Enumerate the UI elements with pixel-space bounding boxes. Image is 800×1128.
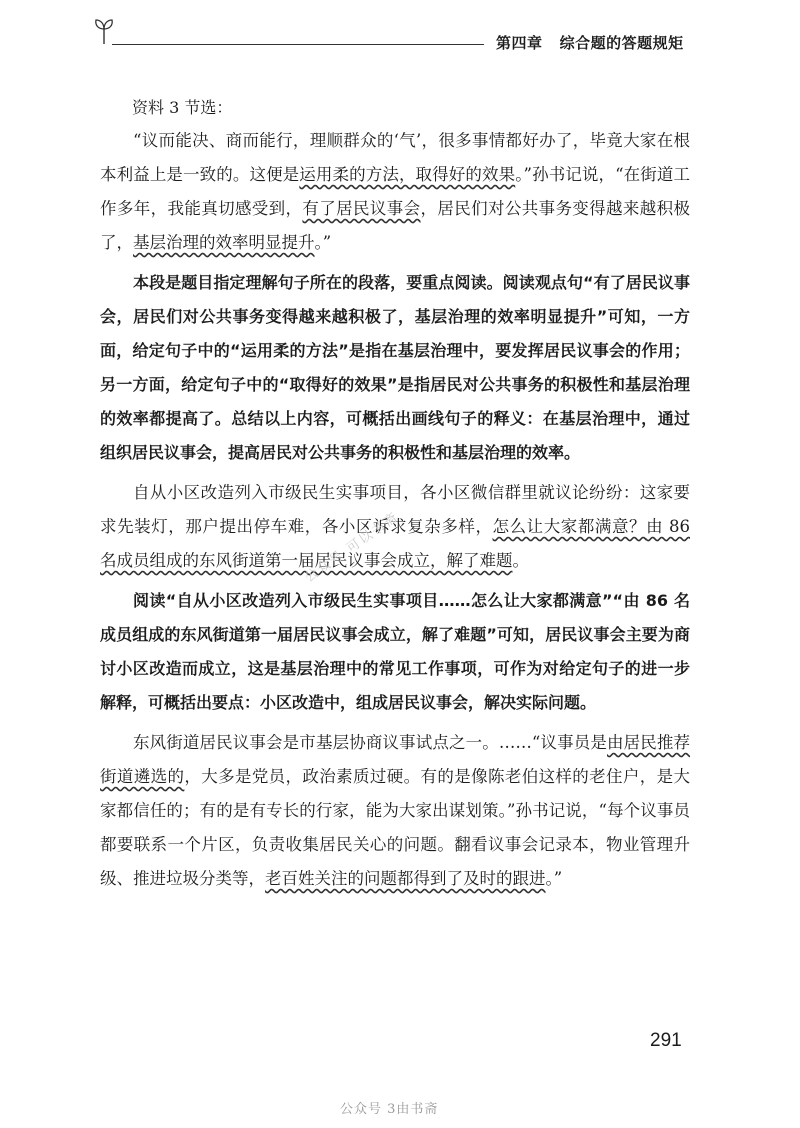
underlined-phrase: 怎么让大家都满意？: [492, 517, 647, 536]
analysis-paragraph-2: 阅读“自从小区改造列入市级民生实事项目……怎么让大家都满意”“由 86 名成员组成的东风街道第一届居民议事会成立，解了难题”可知，居民议事会主要为商讨小区改造而成立，这是基层治理中的常见工作事项，可作为对给定句子的进一步解释，可概括出要点：小区改造中，组成居民议事会，解决实际问题。: [100, 591, 690, 712]
page-content: [100, 92, 690, 902]
quote-paragraph-1: [100, 124, 690, 260]
page-header: [0, 0, 800, 60]
text-run: 。”孙书记说，“在街道工作多年，我能真切感受到，: [100, 165, 691, 218]
underlined-phrase: 基层治理的效率明显提升: [133, 233, 315, 252]
underlined-phrase: 老百姓关注的问题都得到了及时的跟进: [265, 869, 546, 888]
bottom-watermark: 公众号 3由书斋: [340, 1102, 439, 1117]
text-run: “议而能决、商而能行，理顺群众的‘气’，很多事情都好办了，毕竟大家在根本利益上是一致的。这便是: [100, 131, 690, 184]
underlined-phrase: 有了居民议事会: [302, 199, 421, 218]
quote-paragraph-2: [100, 476, 690, 578]
page-number: 291: [650, 1030, 682, 1051]
material-label: 资料 3 节选：: [132, 98, 233, 117]
diagonal-watermark: 公众号 可以书斋: [302, 509, 402, 586]
text-run: 。: [512, 551, 529, 570]
text-run: 东风街道居民议事会是市基层协商议事试点之一。……“议事员是: [133, 733, 607, 752]
chapter-title: 第四章 综合题的答题规矩: [496, 34, 684, 52]
underlined-phrase: 由居民推荐街道遴选的: [100, 733, 691, 786]
header-rule: [112, 44, 484, 45]
analysis-paragraph-1: 本段是题目指定理解句子所在的段落，要重点阅读。阅读观点句“有了居民议事会，居民们对公共事务变得越来越积极了，基层治理的效率明显提升”可知，一方面，给定句子中的“运用柔的方法”是指在基层治理中，要发挥居民议事会的作用；另一方面，给定句子中的“取得好的效果”是指居民对公共事务的积极性和基层治理的效率都提高了。总结以上内容，可概括出画线句子的释义：在基层治理中，通过组织居民议事会，提高居民对公共事务的积极性和基层治理的效率。: [100, 273, 690, 462]
quote-paragraph-3: [100, 726, 690, 896]
underlined-phrase: 由 86 名成员组成的东风街道第一届居民议事会成立，解了难题: [100, 517, 691, 570]
text-run: ，大多是党员，政治素质过硬。有的是像陈老伯这样的老住户，是大家都信任的；有的是有专长的行家，能为大家出谋划策。”孙书记说，“每个议事员都要联系一个片区，负责收集居民关心的问题。翻看议事会记录本，物业管理升级、推进垃圾分类等，: [100, 767, 691, 888]
underlined-phrase: 运用柔的方法，取得好的效果: [299, 165, 516, 184]
sprout-icon: [92, 16, 116, 46]
text-run: 。”: [545, 869, 563, 888]
text-run: 自从小区改造列入市级民生实事项目，各小区微信群里就议论纷纷：这家要求先装灯，那户提出停车难，各小区诉求复杂多样，: [100, 483, 690, 536]
text-run: ，居民们对公共事务变得越来越积极了，: [100, 199, 691, 252]
text-run: 。”: [314, 233, 332, 252]
